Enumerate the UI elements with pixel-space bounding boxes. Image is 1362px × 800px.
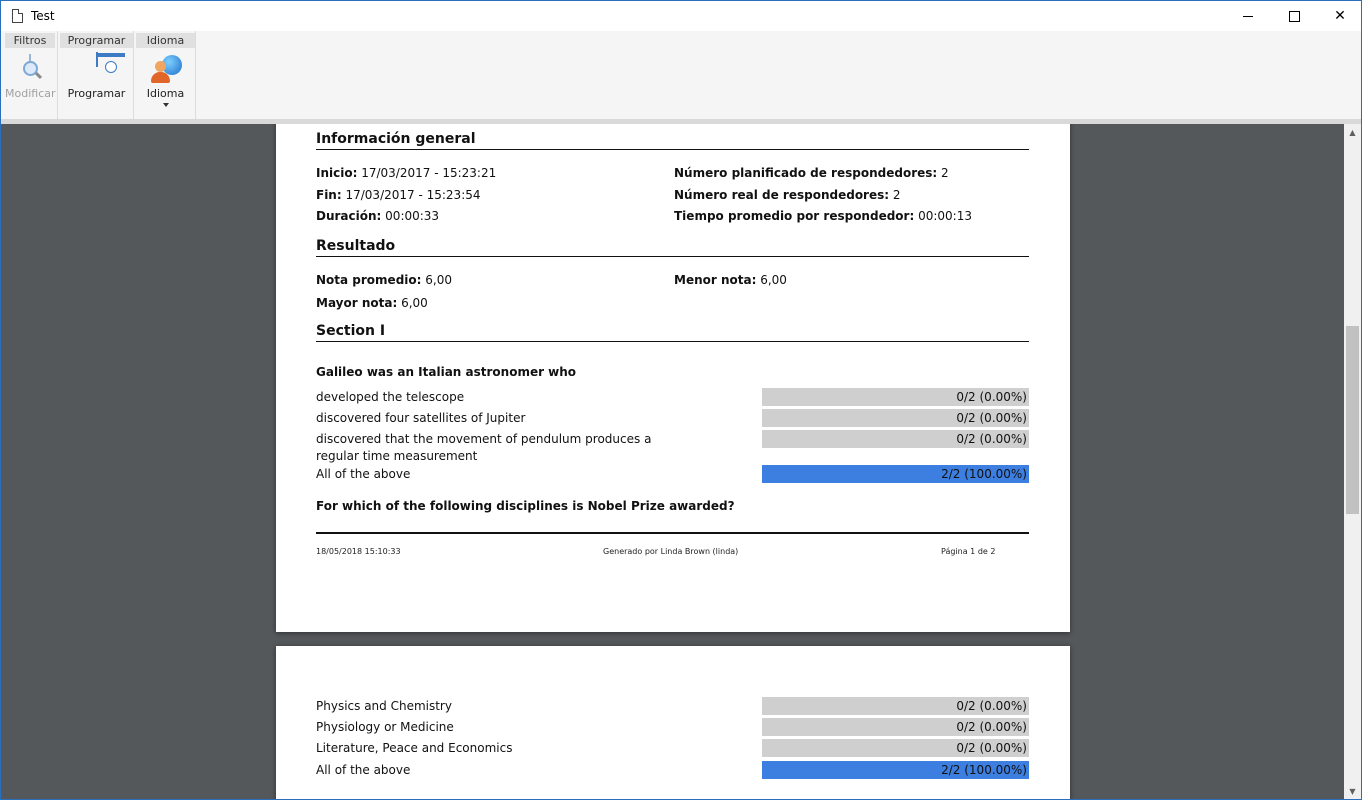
answer-option: All of the above [316, 467, 411, 481]
ribbon [1, 31, 1361, 120]
answer-option: discovered four satellites of Jupiter [316, 411, 526, 425]
title-bar [1, 1, 1361, 31]
answer-result-bar: 2/2 (100.00%) [762, 465, 1029, 483]
answer-option: Physiology or Medicine [316, 720, 454, 734]
idioma-button[interactable] [136, 53, 195, 107]
close-button[interactable] [1317, 1, 1362, 31]
modificar-label: Modificar [5, 87, 56, 100]
ribbon-tab-filtros[interactable]: Filtros [5, 33, 55, 48]
field-tiempo-promedio: Tiempo promedio por respondedor: 00:00:13 [674, 209, 972, 223]
field-planificado: Número planificado de respondedores: 2 [674, 166, 949, 180]
answer-result-bar: 0/2 (0.00%) [762, 430, 1029, 448]
report-viewer[interactable] [1, 124, 1344, 800]
answer-result-bar: 0/2 (0.00%) [762, 718, 1029, 736]
scroll-down-icon[interactable]: ▼ [1349, 787, 1356, 796]
answer-option: discovered that the movement of pendulum produces a regular time measurement [316, 432, 652, 463]
scroll-up-icon[interactable]: ▲ [1349, 128, 1356, 137]
minimize-button[interactable] [1225, 1, 1271, 31]
answer-result-bar: 2/2 (100.00%) [762, 761, 1029, 779]
footer-rule [316, 532, 1029, 534]
section-title-resultado: Resultado [316, 238, 1029, 257]
ribbon-group-filtros [1, 31, 58, 119]
ribbon-tab-idioma[interactable]: Idioma [136, 33, 195, 48]
footer-page-number: Página 1 de 2 [941, 547, 996, 556]
answer-result-bar: 0/2 (0.00%) [762, 739, 1029, 757]
footer-generated-by: Generado por Linda Brown (linda) [603, 547, 739, 556]
minimize-icon [1243, 16, 1253, 17]
section-title-section-1: Section I [316, 323, 1029, 342]
answer-result-bar: 0/2 (0.00%) [762, 388, 1029, 406]
answer-option: Literature, Peace and Economics [316, 741, 513, 755]
footer-date: 18/05/2018 15:10:33 [316, 547, 401, 556]
close-icon: ✕ [1334, 8, 1346, 24]
question-title: For which of the following disciplines is Nobel Prize awarded? [316, 499, 735, 513]
ribbon-group-programar [57, 31, 134, 119]
report-page-1 [276, 124, 1070, 632]
answer-result-bar: 0/2 (0.00%) [762, 409, 1029, 427]
language-globe-icon [150, 53, 182, 85]
field-menor-nota: Menor nota: 6,00 [674, 273, 787, 287]
modificar-button[interactable] [5, 53, 55, 100]
section-title-general: Información general [316, 131, 1029, 150]
field-duracion: Duración: 00:00:33 [316, 209, 440, 223]
dropdown-caret-icon [163, 103, 169, 107]
scrollbar-thumb[interactable] [1346, 326, 1359, 514]
question-title: Galileo was an Italian astronomer who [316, 365, 577, 379]
window-title: Test [31, 9, 55, 23]
report-page-2 [276, 646, 1070, 800]
answer-option: developed the telescope [316, 390, 465, 404]
field-mayor-nota: Mayor nota: 6,00 [316, 296, 428, 310]
maximize-icon [1289, 11, 1300, 22]
programar-label: Programar [67, 87, 126, 100]
answer-option: All of the above [316, 763, 411, 777]
ribbon-group-idioma [133, 31, 196, 119]
ribbon-tab-programar[interactable]: Programar [60, 33, 133, 48]
vertical-scrollbar[interactable] [1344, 124, 1361, 800]
schedule-icon [81, 53, 113, 85]
maximize-button[interactable] [1271, 1, 1317, 31]
field-real: Número real de respondedores: 2 [674, 188, 901, 202]
field-inicio: Inicio: 17/03/2017 - 15:23:21 [316, 166, 497, 180]
magnifier-document-icon [14, 53, 46, 85]
field-fin: Fin: 17/03/2017 - 15:23:54 [316, 188, 481, 202]
answer-result-bar: 0/2 (0.00%) [762, 697, 1029, 715]
answer-option: Physics and Chemistry [316, 699, 452, 713]
field-nota-promedio: Nota promedio: 6,00 [316, 273, 452, 287]
programar-button[interactable] [60, 53, 133, 100]
idioma-label: Idioma [146, 87, 185, 100]
document-icon [12, 9, 23, 23]
